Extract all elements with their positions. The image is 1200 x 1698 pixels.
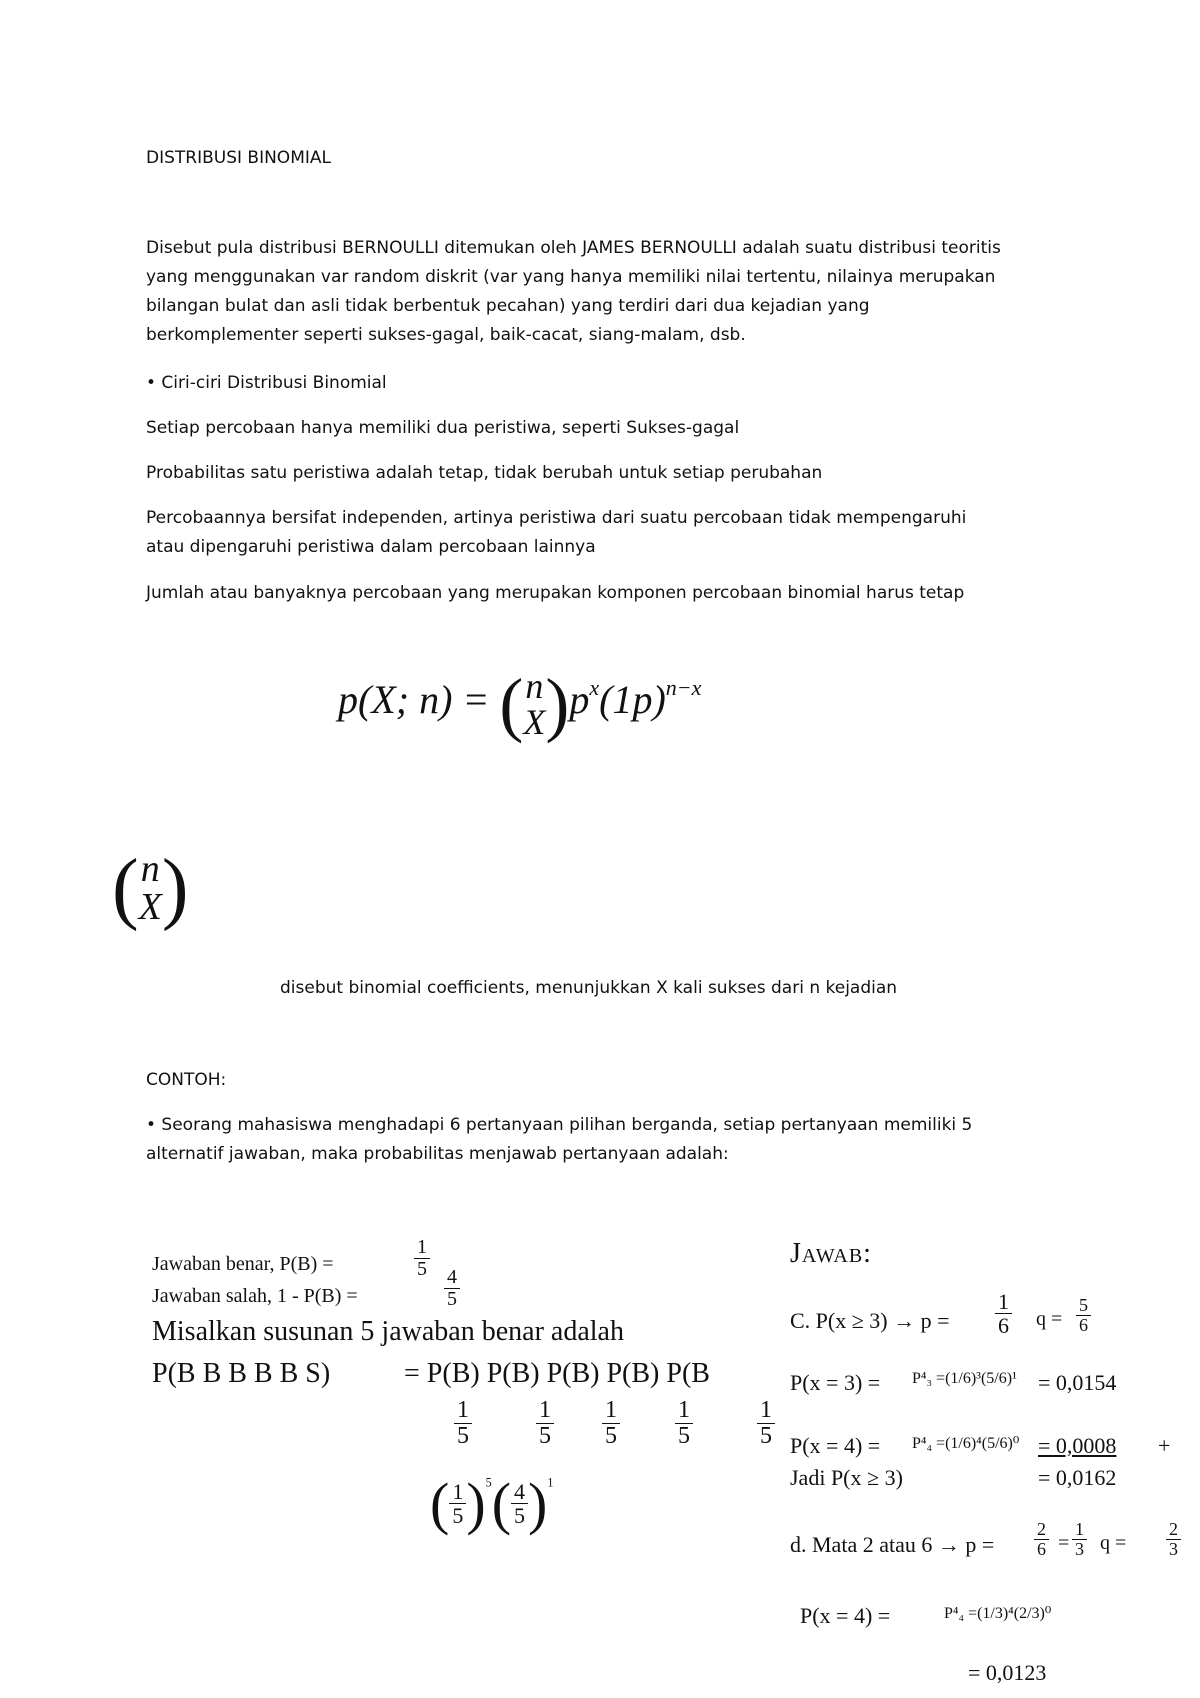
fraction-2: $\frac{1}{5}$ [536, 1398, 554, 1449]
page-title: DISTRIBUSI BINOMIAL [146, 148, 331, 168]
c-q-label: q = [1036, 1308, 1063, 1330]
px4-label: P(x = 4) = [790, 1433, 881, 1458]
jadi-label: Jadi P(x ≥ 3) [790, 1465, 903, 1490]
susunan-lhs: P(B B B B B S) [152, 1358, 331, 1389]
intro-line-3: bilangan bulat dan asli tidak berbentuk pecahan) yang terdiri dari dua kejadian yang [146, 296, 870, 316]
formula-middle: (1p) [599, 677, 666, 723]
px3-label: P(x = 3) = [790, 1370, 881, 1395]
d-q-fraction: $\frac{2}{3}$ [1166, 1520, 1181, 1559]
fraction-5: $\frac{1}{5}$ [757, 1398, 775, 1449]
binomial-coefficient-symbol: ( n X ) [112, 844, 189, 932]
formula-p-exponent: x [589, 675, 600, 701]
ciri-item-4: Jumlah atau banyaknya percobaan yang merupakan komponen percobaan binomial harus tetap [146, 583, 965, 603]
final-value: = 0,0123 [968, 1660, 1047, 1685]
coef-description: disebut binomial coefficients, menunjukkan X kali sukses dari n kejadian [280, 978, 898, 998]
c-q-fraction: $\frac{5}{6}$ [1076, 1296, 1091, 1335]
px3-expression: P⁴₃ =(1/6)³(5/6)¹ [912, 1370, 1017, 1387]
fraction-4: $\frac{1}{5}$ [675, 1398, 693, 1449]
px4-expression: P⁴₄ =(1/6)⁴(5/6)⁰ [912, 1435, 1020, 1452]
ciri-item-3a: Percobaannya bersifat independen, artinya peristiwa dari suatu percobaan tidak mempengaruhi [146, 508, 967, 528]
ciri-title: • Ciri-ciri Distribusi Binomial [146, 373, 387, 393]
d-px4-expression: P⁴₄ =(1/3)⁴(2/3)⁰ [944, 1605, 1052, 1622]
px3-value: = 0,0154 [1038, 1370, 1117, 1395]
fraction-3: $\frac{1}{5}$ [602, 1398, 620, 1449]
jadi-value: = 0,0162 [1038, 1465, 1117, 1490]
formula-p: p [569, 677, 590, 723]
c-label: C. P(x ≥ 3) → p = [790, 1308, 950, 1333]
d-p2-fraction: $\frac{1}{3}$ [1072, 1520, 1087, 1559]
intro-line-1: Disebut pula distribusi BERNOULLI ditemukan oleh JAMES BERNOULLI adalah suatu distribusi teoritis [146, 238, 1001, 258]
jawab-heading: Jawab: [790, 1238, 872, 1269]
formula-lhs: p(X; n) = [338, 677, 490, 723]
d-p1-fraction: $\frac{2}{6}$ [1034, 1520, 1049, 1559]
jawaban-benar-fraction: $\frac{1}{5}$ [414, 1237, 430, 1280]
intro-line-4: berkomplementer seperti sukses-gagal, baik-cacat, siang-malam, dsb. [146, 325, 746, 345]
d-q-label: q = [1100, 1532, 1127, 1554]
formula-middle-exponent: n−x [665, 675, 702, 701]
jawaban-benar-label: Jawaban benar, P(B) = [152, 1253, 334, 1275]
d-px4-label: P(x = 4) = [800, 1603, 891, 1628]
susunan-rhs: = P(B) P(B) P(B) P(B) P(B [404, 1358, 710, 1389]
d-equals: = [1058, 1532, 1070, 1554]
contoh-line-1: • Seorang mahasiswa menghadapi 6 pertanyaan pilihan berganda, setiap pertanyaan memiliki 5 [146, 1115, 973, 1135]
fraction-1: $\frac{1}{5}$ [454, 1398, 472, 1449]
misalkan-text: Misalkan susunan 5 jawaban benar adalah [152, 1316, 624, 1347]
contoh-title: CONTOH: [146, 1070, 227, 1090]
formula-binom-bottom: X [523, 702, 546, 742]
intro-line-2: yang menggunakan var random diskrit (var yang hanya memiliki nilai tertentu, nilainya merupakan [146, 267, 996, 287]
formula-binom-top: n [525, 666, 544, 706]
px4-value: = 0,0008 [1038, 1433, 1117, 1458]
plus-sign: + [1158, 1433, 1171, 1458]
d-label: d. Mata 2 atau 6 → p = [790, 1532, 995, 1557]
c-p-fraction: $\frac{1}{6}$ [995, 1290, 1012, 1337]
combination-expression: ( $\frac{1}{5}$ )$^5$( $\frac{4}{5}$ )$^1$ [430, 1471, 554, 1536]
ciri-item-3b: atau dipengaruhi peristiwa dalam percobaan lainnya [146, 537, 596, 557]
jawaban-salah-label: Jawaban salah, 1 - P(B) = [152, 1285, 358, 1307]
formula-binomial-coefficient: ( n X ) [499, 664, 570, 744]
coef-bottom: X [138, 886, 162, 928]
coef-top: n [140, 848, 160, 890]
contoh-line-2: alternatif jawaban, maka probabilitas menjawab pertanyaan adalah: [146, 1144, 729, 1164]
jawaban-salah-fraction: $\frac{4}{5}$ [444, 1267, 460, 1310]
binomial-formula [338, 664, 702, 744]
ciri-item-2: Probabilitas satu peristiwa adalah tetap, tidak berubah untuk setiap perubahan [146, 463, 823, 483]
ciri-item-1: Setiap percobaan hanya memiliki dua peristiwa, seperti Sukses-gagal [146, 418, 740, 438]
